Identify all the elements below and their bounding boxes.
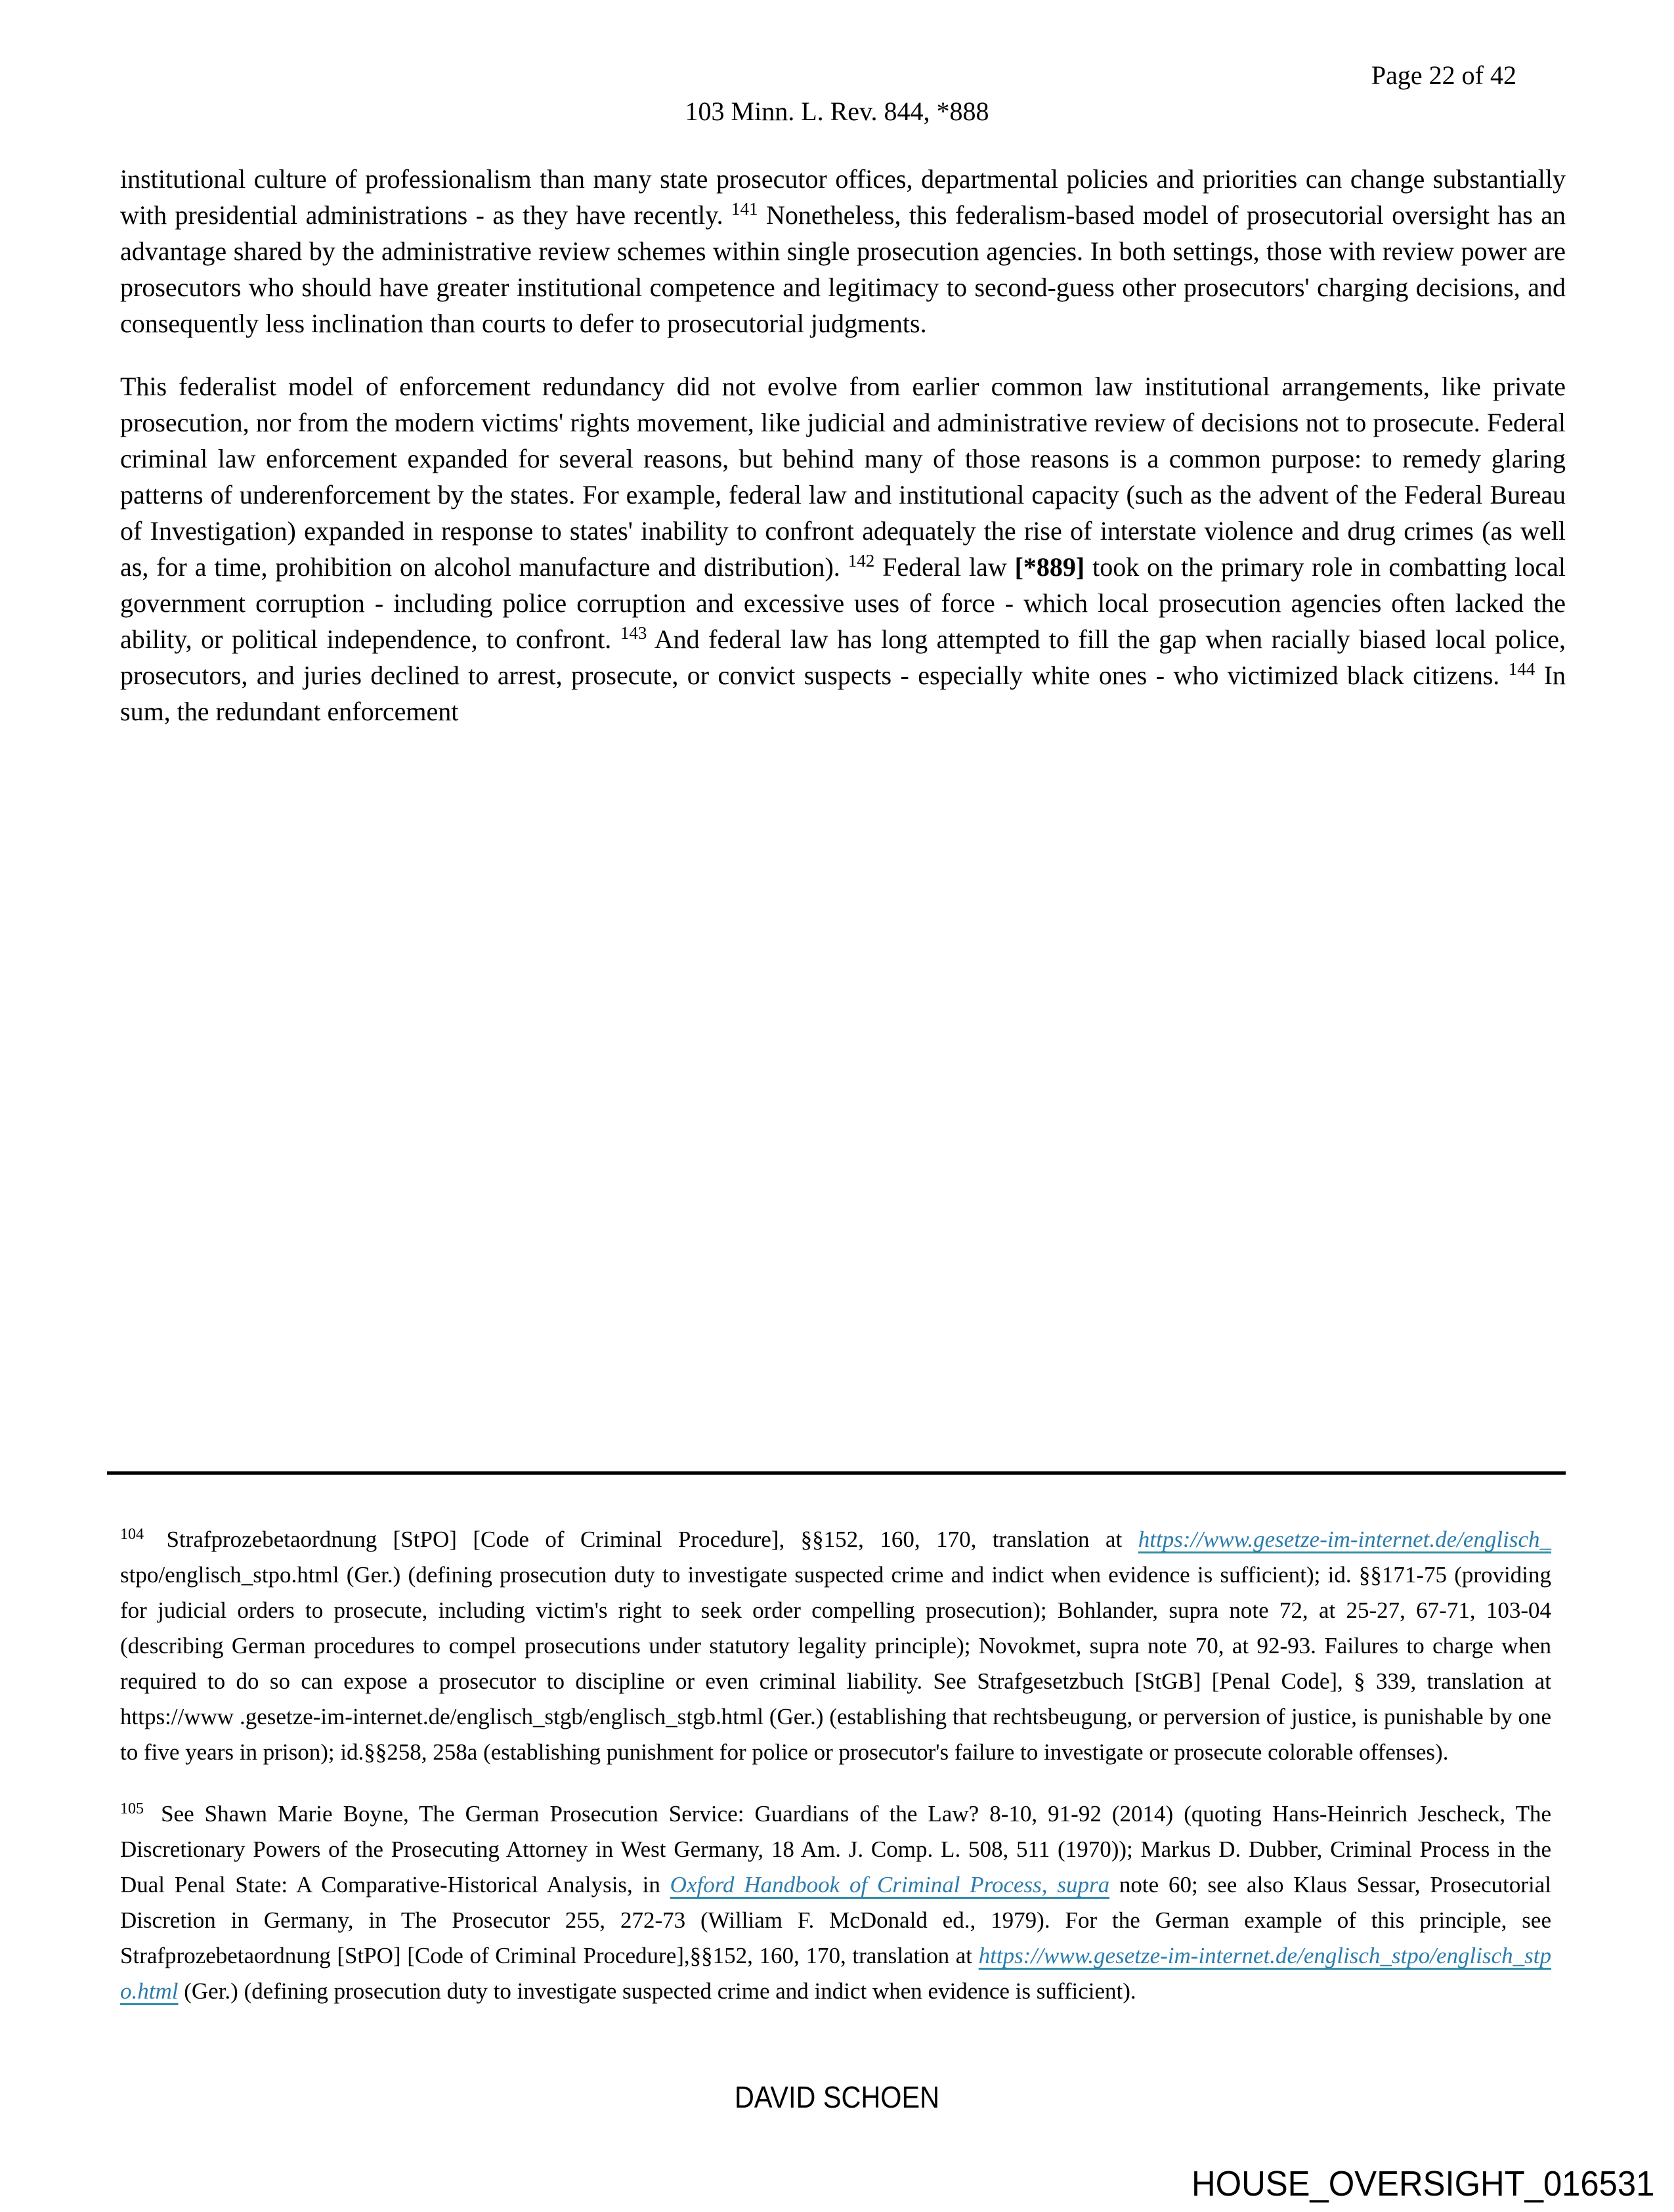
oxford-handbook-link[interactable]: Oxford Handbook of Criminal Process, supra [670,1872,1110,1898]
footnote-ref-144: 144 [1508,659,1535,679]
footnote-number-104: 104 [120,1526,144,1543]
paragraph-text: And federal law has long attempted to fill the gap when racially biased local police, prosecutors, and juries declined to arrest, prosecute, or convict suspects - especially white ones - who victimized black citizens. [120,624,1566,690]
bates-number-stamp: HOUSE_OVERSIGHT_016531 [1191,2164,1654,2203]
footnote-ref-141: 141 [731,199,758,219]
footnote-text: Strafprozebetaordnung [StPO] [Code of Criminal Procedure], §§152, 160, 170, translation at [166,1527,1123,1552]
footnote-text: (Ger.) (defining prosecution duty to investigate suspected crime and indict when evidence is sufficient). [184,1978,1136,2004]
paragraph-text: In sum, the redundant enforcement [120,661,1566,726]
bates-name-stamp: DAVID SCHOEN [734,2080,940,2114]
page-indicator: Page 22 of 42 [1371,60,1516,90]
paragraph-1 [120,161,1566,341]
footnote-104 [120,1522,1551,1770]
paragraph-text: took on the primary role in combatting local government corruption - including police corruption and excessive uses of force - which local prosecution agencies often lacked the ability, or political independence, to confront. [120,552,1566,654]
footnote-number-105: 105 [120,1800,144,1817]
article-body [120,161,1566,756]
paragraph-text: This federalist model of enforcement redundancy did not evolve from earlier common law institutional arrangements, like private prosecution, nor from the modern victims' rights movement, like judicial and administrative review of decisions not to prosecute. Federal criminal law enforcement expanded for several reasons, but behind many of those reasons is a common purpose: to remedy glaring patterns of underenforcement by the states. For example, federal law and institutional capacity (such as the advent of the Federal Bureau of Investigation) expanded in response to states' inability to confront adequately the rise of interstate violence and drug crimes (as well as, for a time, prohibition on alcohol manufacture and distribution). [120,372,1566,582]
footnote-separator [107,1471,1566,1475]
footnote-text: note 60; see also Klaus Sessar, Prosecutorial Discretion in Germany, in The Prosecutor 255, 272-73 (William F. McDonald ed., 1979). For the German example of this principle, see Strafprozebetaordnung [StPO] [Code of Criminal Procedure],§§152, 160, 170, translation at [120,1872,1552,1968]
footnote-ref-142: 142 [848,551,875,571]
gesetze-url-link[interactable]: https://www.gesetze-im-internet.de/englisch_ [1138,1527,1552,1552]
star-page-marker: [*889] [1014,552,1085,582]
paragraph-text: institutional culture of professionalism than many state prosecutor offices, departmental policies and priorities can change substantially with presidential administrations - as they have recently. [120,164,1566,230]
gesetze-stpo-url-link[interactable]: https://www.gesetze-im-internet.de/englisch_stpo/englisch_stpo.html [120,1943,1552,2004]
footnotes-section [107,1471,1566,2035]
paragraph-2 [120,368,1566,729]
paragraph-text: Nonetheless, this federalism-based model of prosecutorial oversight has an advantage shared by the administrative review schemes within single prosecution agencies. In both settings, those with review power are prosecutors who should have greater institutional competence and legitimacy to second-guess other prosecutors' charging decisions, and consequently less inclination than courts to defer to prosecutorial judgments. [120,200,1566,338]
footnote-ref-143: 143 [620,623,647,643]
footnote-text: stpo/englisch_stpo.html (Ger.) (defining prosecution duty to investigate suspected crime and indict when evidence is sufficient); id. §§171-75 (providing for judicial orders to prosecute, including victim's right to seek order compelling prosecution); Bohlander, supra note 72, at 25-27, 67-71, 103-04 (describing German procedures to compel prosecutions under statutory legality principle); Novokmet, supra note 70, at 92-93. Failures to charge when required to do so can expose a prosecutor to discipline or even criminal liability. See Strafgesetzbuch [StGB] [Penal Code], § 339, translation at https://www .gesetze-im-internet.de/englisch_stgb/englisch_stgb.html (Ger.) (establishing that rechtsbeugung, or perversion of justice, is punishable by one to five years in prison); id.§§258, 258a (establishing punishment for police or prosecutor's failure to investigate or prosecute colorable offenses). [120,1562,1551,1765]
paragraph-text: Federal law [882,552,1007,582]
footnote-105 [120,1796,1551,2009]
citation-header: 103 Minn. L. Rev. 844, *888 [685,97,989,126]
footnote-text: See Shawn Marie Boyne, The German Prosecution Service: Guardians of the Law? 8-10, 91-92 (2014) (quoting Hans-Heinrich Jescheck, The Discretionary Powers of the Prosecuting Attorney in West Germany, 18 Am. J. Comp. L. 508, 511 (1970)); Markus D. Dubber, Criminal Process in the Dual Penal State: A Comparative-Historical Analysis, in [120,1801,1551,1898]
